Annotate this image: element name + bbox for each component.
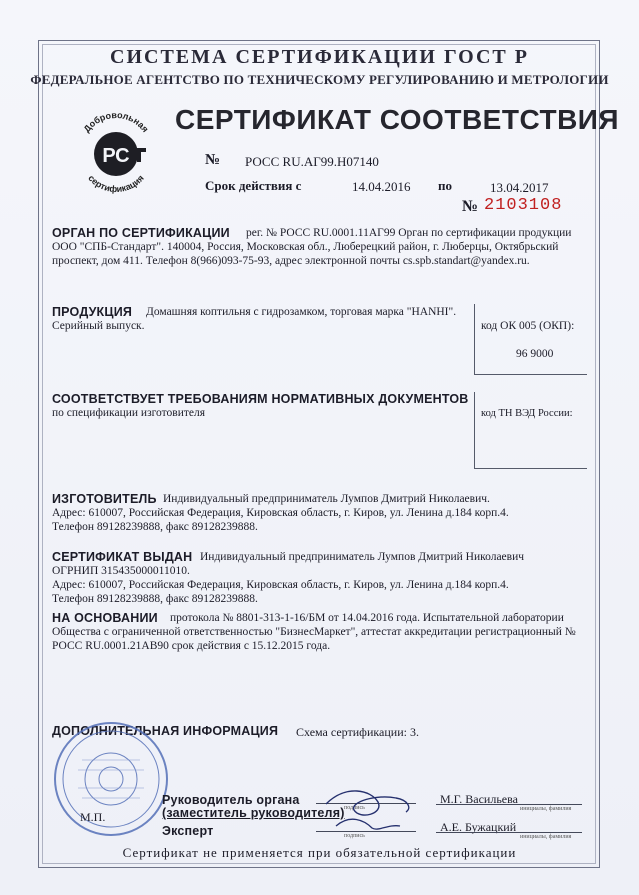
okp-label: код ОК 005 (ОКП): — [481, 320, 575, 332]
date-from: 14.04.2016 — [352, 179, 411, 194]
issued-line1: Индивидуальный предприниматель Лумпов Дмитрий Николаевич — [200, 551, 525, 563]
basis-line3: РОСС RU.0001.21АВ90 срок действия с 15.12.2015 года. — [52, 640, 331, 652]
footer-note: Сертификат не применяется при обязательной сертификации — [122, 845, 517, 860]
basis-line2: Общества с ограниченной ответственностью "БизнесМаркет", аттестат аккредитации регистрационный № — [52, 626, 576, 638]
conformity-label: СООТВЕТСТВУЕТ ТРЕБОВАНИЯМ НОРМАТИВНЫХ ДОКУМЕНТОВ — [52, 392, 469, 406]
additional-label: ДОПОЛНИТЕЛЬНАЯ ИНФОРМАЦИЯ — [52, 724, 279, 738]
round-stamp-icon — [52, 720, 170, 838]
tnved-label: код ТН ВЭД России: — [481, 408, 573, 419]
cert-number: РОСС RU.АГ99.Н07140 — [245, 154, 379, 169]
expert-initials-caption: инициалы, фамилия — [520, 834, 572, 840]
product-label: ПРОДУКЦИЯ — [52, 305, 133, 319]
date-to: 13.04.2017 — [490, 180, 549, 195]
organ-line1: рег. № РОСС RU.0001.11АГ99 Орган по сертификации продукции — [246, 227, 572, 239]
head-initials-caption: инициалы, фамилия — [520, 806, 572, 812]
certificate-title: СЕРТИФИКАТ СООТВЕТСТВИЯ — [175, 104, 620, 135]
svg-text:сертификация: сертификация — [86, 173, 146, 195]
deputy-label: (заместитель руководителя) — [162, 806, 345, 820]
issued-line2: ОГРНИП 315435000011010. — [52, 565, 190, 577]
head-label: Руководитель органа — [162, 793, 300, 807]
expert-name-line — [436, 832, 582, 833]
issued-line3: Адрес: 610007, Российская Федерация, Кировская область, г. Киров, ул. Ленина д.184 корп.4. — [52, 579, 509, 591]
head-podpis-caption: подпись — [344, 805, 365, 811]
okp-value: 96 9000 — [516, 348, 554, 360]
product-line2: Серийный выпуск. — [52, 320, 145, 332]
basis-label: НА ОСНОВАНИИ — [52, 611, 158, 625]
issued-line4: Телефон 89128239888, факс 89128239888. — [52, 593, 258, 605]
system-title: СИСТЕМА СЕРТИФИКАЦИИ ГОСТ Р — [110, 46, 529, 68]
reg-number-label: № — [462, 198, 479, 215]
product-line1: Домашняя коптильня с гидрозамком, торговая марка "HANHI". — [146, 306, 457, 318]
number-label: № — [205, 152, 221, 168]
additional-text: Схема сертификации: 3. — [296, 725, 419, 739]
basis-line1: протокола № 8801-313-1-16/БМ от 14.04.2016 года. Испытательной лаборатории — [170, 612, 564, 624]
organ-label: ОРГАН ПО СЕРТИФИКАЦИИ — [52, 226, 230, 240]
manufacturer-line1: Индивидуальный предприниматель Лумпов Дмитрий Николаевич. — [163, 493, 490, 505]
reg-number: 2103108 — [484, 196, 563, 215]
validity-label: Срок действия с — [205, 178, 302, 193]
handwritten-signature-icon — [316, 780, 426, 836]
rst-logo-icon — [72, 108, 160, 196]
manufacturer-line2: Адрес: 610007, Российская Федерация, Кировская область, г. Киров, ул. Ленина д.184 корп.4. — [52, 507, 509, 519]
tnved-box — [474, 392, 587, 469]
expert-label: Эксперт — [162, 824, 214, 838]
svg-text:Добровольная: Добровольная — [81, 109, 151, 135]
expert-name: А.Е. Бужацкий — [440, 820, 517, 834]
agency-name: ФЕДЕРАЛЬНОЕ АГЕНТСТВО ПО ТЕХНИЧЕСКОМУ РЕГУЛИРОВАНИЮ И МЕТРОЛОГИИ — [30, 72, 609, 87]
manufacturer-label: ИЗГОТОВИТЕЛЬ — [52, 492, 157, 506]
expert-podpis-caption: подпись — [344, 833, 365, 839]
svg-text:РС: РС — [102, 145, 130, 167]
manufacturer-line3: Телефон 89128239888, факс 89128239888. — [52, 521, 258, 533]
organ-line2: ООО "СПБ-Стандарт". 140004, Россия, Московская обл., Люберецкий район, г. Люберцы, Октябрьский — [52, 241, 559, 253]
head-name-line — [436, 804, 582, 805]
to-label: по — [438, 178, 452, 193]
head-name: М.Г. Васильева — [440, 792, 518, 806]
okp-box — [474, 304, 587, 375]
mp-label: М.П. — [80, 810, 106, 824]
issued-label: СЕРТИФИКАТ ВЫДАН — [52, 550, 193, 564]
conformity-line1: по спецификации изготовителя — [52, 407, 206, 419]
organ-line3: проспект, дом 411. Телефон 8(966)093-75-93, адрес электронной почты cs.spb.standart@yandex.ru. — [52, 255, 530, 267]
